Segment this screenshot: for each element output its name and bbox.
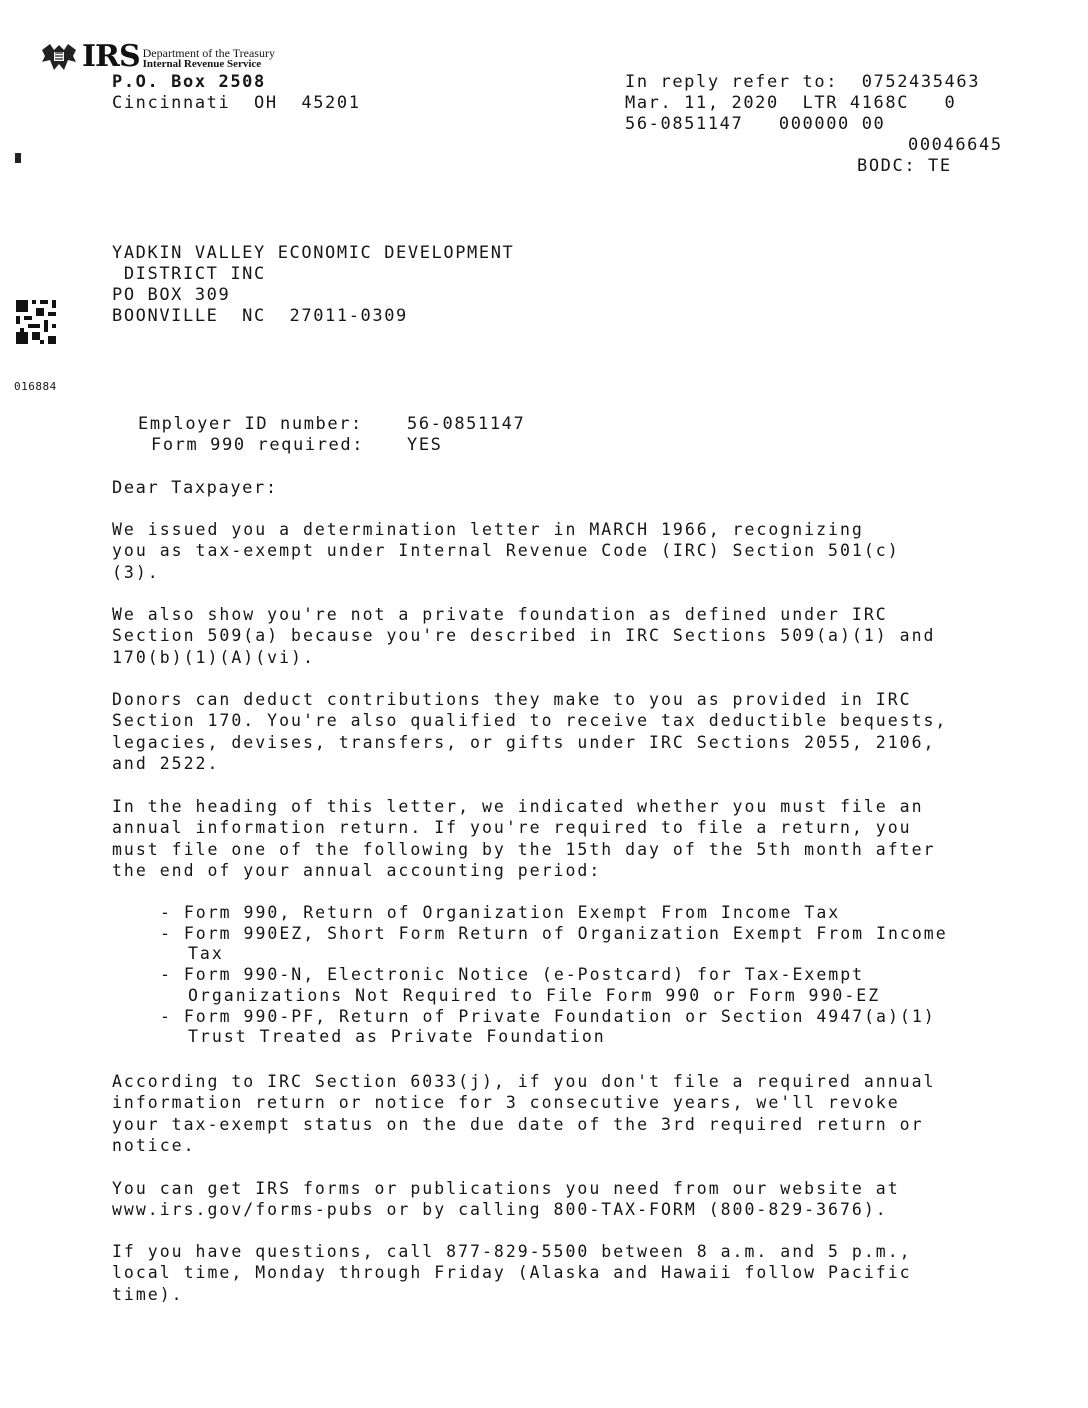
service-line: Internal Revenue Service [142,58,262,70]
text-line: time). [112,1284,184,1304]
text-line: information return or notice for 3 consecutive years, we'll revoke [112,1093,900,1113]
text-line: notice. [112,1136,196,1156]
text-line: and 2522. [112,754,220,774]
text-line: We also show you're not a private foundation as defined under IRC [112,605,888,624]
list-item-continuation: Tax [188,944,224,964]
paragraph-donors [112,689,1032,775]
paragraph-determination [112,519,1032,583]
scan-code: 016884 [14,380,57,393]
list-item: - Form 990EZ, Short Form Return of Organization Exempt From Income [160,923,948,943]
text-line: 170(b)(1)(A)(vi). [112,647,315,667]
recipient-line1: YADKIN VALLEY ECONOMIC DEVELOPMENT [112,243,515,263]
text-line: We issued you a determination letter in MARCH 1966, recognizing [112,520,864,539]
paragraph-filing [112,796,1032,882]
irs-logo [40,40,275,72]
form-list [160,903,948,1048]
department-name [143,48,275,72]
ein-value: 56-0851147 [407,414,526,434]
text-line: must file one of the following by the 15th day of the 5th month after [112,839,936,859]
sender-address-line2: Cincinnati OH 45201 [112,93,361,113]
paragraph-private-foundation [112,604,1032,668]
text-line: Section 170. You're also qualified to receive tax deductible bequests, [112,711,948,731]
text-line: www.irs.gov/forms-pubs or by calling 800-TAX-FORM (800-829-3676). [112,1200,888,1220]
text-line: If you have questions, call 877-829-5500 between 8 a.m. and 5 p.m., [112,1242,912,1261]
text-line: In the heading of this letter, we indicated whether you must file an [112,797,924,816]
text-line: According to IRC Section 6033(j), if you don't file a required annual [112,1072,936,1091]
form-990-label: Form 990 required: [151,435,365,455]
logo-text: IRS [82,39,140,74]
department-line: Department of the Treasury [142,46,275,60]
ein-label: Employer ID number: [138,414,363,434]
text-line: Donors can deduct contributions they make to you as provided in IRC [112,690,912,709]
recipient-line3: PO BOX 309 [112,285,231,305]
sender-address-line1: P.O. Box 2508 [112,72,266,92]
text-line: (3). [112,562,160,582]
text-line: annual information return. If you're required to file a return, you [112,818,912,838]
list-item: - Form 990-PF, Return of Private Foundation or Section 4947(a)(1) [160,1006,936,1026]
paragraph-revocation [112,1071,1032,1157]
ein-reference: 56-0851147 000000 00 [625,114,886,134]
list-item-continuation: Trust Treated as Private Foundation [188,1027,606,1047]
paragraph-forms-website [112,1178,1032,1221]
salutation: Dear Taxpayer: [112,478,278,498]
document-number: 00046645 [908,135,1003,155]
list-item: - Form 990-N, Electronic Notice (e-Postcard) for Tax-Exempt [160,965,865,985]
paragraph-questions [112,1241,1032,1305]
recipient-line2: DISTRICT INC [112,264,266,284]
text-line: you as tax-exempt under Internal Revenue Code (IRC) Section 501(c) [112,541,900,561]
letter-date-code: Mar. 11, 2020 LTR 4168C 0 [625,93,957,113]
list-item-continuation: Organizations Not Required to File Form 990 or Form 990-EZ [188,985,881,1005]
text-line: the end of your annual accounting period: [112,861,602,881]
text-line: your tax-exempt status on the due date of the 3rd required return or [112,1114,924,1134]
list-item: - Form 990, Return of Organization Exempt From Income Tax [160,903,841,922]
margin-mark [15,153,21,163]
bodc-code: BODC: TE [857,156,952,176]
text-line: You can get IRS forms or publications you need from our website at [112,1179,900,1198]
text-line: local time, Monday through Friday (Alaska and Hawaii follow Pacific [112,1263,912,1283]
barcode-icon [16,300,56,344]
form-990-value: YES [407,435,443,455]
text-line: legacies, devises, transfers, or gifts under IRC Sections 2055, 2106, [112,732,936,752]
eagle-emblem-icon [40,42,78,72]
recipient-line4: BOONVILLE NC 27011-0309 [112,306,408,326]
text-line: Section 509(a) because you're described in IRC Sections 509(a)(1) and [112,626,936,646]
reply-reference: In reply refer to: 0752435463 [625,72,981,92]
